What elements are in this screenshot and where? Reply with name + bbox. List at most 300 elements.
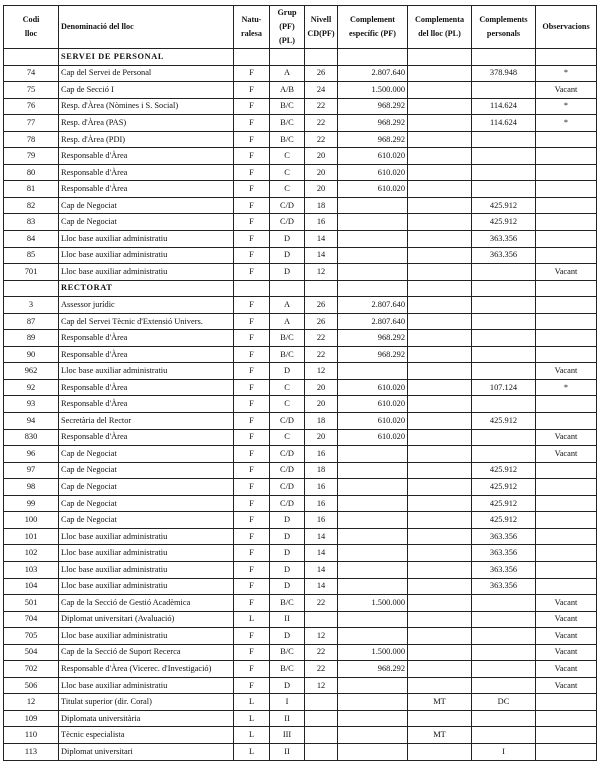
cell-complements-personals: 425.912 — [472, 479, 536, 496]
table-row — [4, 115, 597, 132]
cell-complement-especific — [338, 694, 408, 711]
cell-grup: C — [270, 379, 305, 396]
table-row — [4, 413, 597, 430]
table-header — [4, 6, 597, 49]
cell-complement-especific — [338, 479, 408, 496]
cell-denominacio: Cap de Negociat — [59, 495, 234, 512]
cell-grup: B/C — [270, 115, 305, 132]
cell-denominacio: Responsable d'Àrea (Vicerec. d'Investigació) — [59, 661, 234, 678]
cell-denominacio: Lloc base auxiliar administratiu — [59, 545, 234, 562]
section-empty-cell — [536, 280, 597, 297]
cell-nivell: 14 — [305, 231, 338, 248]
cell-complement-lloc — [408, 661, 472, 678]
cell-complements-personals — [472, 595, 536, 612]
cell-naturalesa: F — [234, 231, 270, 248]
cell-observacions — [536, 727, 597, 744]
cell-grup: C/D — [270, 479, 305, 496]
cell-denominacio: Lloc base auxiliar administratiu — [59, 677, 234, 694]
cell-observacions: Vacant — [536, 677, 597, 694]
cell-naturalesa: F — [234, 512, 270, 529]
cell-observacions: * — [536, 65, 597, 82]
cell-complements-personals — [472, 181, 536, 198]
cell-codi: 90 — [4, 346, 59, 363]
cell-observacions: Vacant — [536, 644, 597, 661]
cell-codi: 702 — [4, 661, 59, 678]
header-cl-line1: Complementa — [414, 15, 465, 24]
cell-naturalesa: F — [234, 379, 270, 396]
cell-denominacio: Lloc base auxiliar administratiu — [59, 628, 234, 645]
cell-complement-especific: 2.807.640 — [338, 313, 408, 330]
cell-observacions — [536, 197, 597, 214]
cell-observacions — [536, 131, 597, 148]
cell-denominacio: Cap de la Secció de Gestió Acadèmica — [59, 595, 234, 612]
header-ce-line1: Complement — [349, 15, 396, 24]
cell-naturalesa: F — [234, 396, 270, 413]
header-grup — [270, 6, 305, 49]
cell-complement-especific — [338, 545, 408, 562]
cell-codi: 100 — [4, 512, 59, 529]
cell-codi: 506 — [4, 677, 59, 694]
cell-grup: A — [270, 297, 305, 314]
cell-complement-especific — [338, 462, 408, 479]
cell-denominacio: Cap de Negociat — [59, 479, 234, 496]
cell-grup: II — [270, 611, 305, 628]
cell-complement-lloc — [408, 710, 472, 727]
cell-denominacio: Resp. d'Àrea (PDI) — [59, 131, 234, 148]
cell-complement-especific: 968.292 — [338, 330, 408, 347]
cell-complement-lloc: MT — [408, 727, 472, 744]
cell-grup: D — [270, 264, 305, 281]
cell-observacions — [536, 710, 597, 727]
cell-naturalesa: F — [234, 197, 270, 214]
cell-naturalesa: F — [234, 214, 270, 231]
cell-naturalesa: F — [234, 297, 270, 314]
cell-observacions — [536, 561, 597, 578]
cell-complements-personals: 363.356 — [472, 545, 536, 562]
cell-codi: 110 — [4, 727, 59, 744]
cell-complement-lloc — [408, 82, 472, 99]
cell-nivell: 16 — [305, 495, 338, 512]
cell-codi: 109 — [4, 710, 59, 727]
cell-grup: B/C — [270, 131, 305, 148]
cell-grup: B/C — [270, 661, 305, 678]
cell-codi: 87 — [4, 313, 59, 330]
table-row — [4, 677, 597, 694]
cell-complement-lloc — [408, 413, 472, 430]
cell-complement-lloc: MT — [408, 694, 472, 711]
cell-observacions — [536, 313, 597, 330]
cell-observacions — [536, 330, 597, 347]
cell-nivell: 18 — [305, 462, 338, 479]
cell-grup: C — [270, 396, 305, 413]
cell-grup: C — [270, 181, 305, 198]
cell-naturalesa: F — [234, 264, 270, 281]
cell-complements-personals — [472, 677, 536, 694]
cell-complements-personals: 363.356 — [472, 247, 536, 264]
cell-naturalesa: F — [234, 363, 270, 380]
cell-nivell: 22 — [305, 595, 338, 612]
cell-nivell: 14 — [305, 561, 338, 578]
table-row — [4, 743, 597, 760]
cell-denominacio: Lloc base auxiliar administratiu — [59, 528, 234, 545]
cell-complements-personals — [472, 710, 536, 727]
cell-codi: 81 — [4, 181, 59, 198]
cell-nivell: 26 — [305, 297, 338, 314]
table-row — [4, 578, 597, 595]
cell-codi: 501 — [4, 595, 59, 612]
cell-nivell: 16 — [305, 479, 338, 496]
cell-complement-especific — [338, 247, 408, 264]
cell-denominacio: Lloc base auxiliar administratiu — [59, 264, 234, 281]
cell-complement-especific — [338, 611, 408, 628]
cell-nivell — [305, 611, 338, 628]
table-row — [4, 694, 597, 711]
section-empty-cell — [338, 49, 408, 66]
cell-complement-lloc — [408, 462, 472, 479]
header-cl-line2: del lloc (PL) — [418, 29, 461, 38]
cell-complements-personals — [472, 346, 536, 363]
table-row — [4, 661, 597, 678]
cell-complement-lloc — [408, 495, 472, 512]
cell-complements-personals: 425.912 — [472, 413, 536, 430]
cell-denominacio: Lloc base auxiliar administratiu — [59, 231, 234, 248]
cell-complement-especific — [338, 197, 408, 214]
cell-complement-lloc — [408, 512, 472, 529]
cell-naturalesa: F — [234, 479, 270, 496]
cell-naturalesa: L — [234, 694, 270, 711]
cell-complements-personals — [472, 396, 536, 413]
cell-grup: A — [270, 313, 305, 330]
header-complement-lloc — [408, 6, 472, 49]
section-header-row — [4, 280, 597, 297]
cell-observacions — [536, 743, 597, 760]
cell-complement-lloc — [408, 346, 472, 363]
table-row — [4, 231, 597, 248]
cell-grup: A — [270, 65, 305, 82]
cell-complements-personals — [472, 297, 536, 314]
cell-codi: 705 — [4, 628, 59, 645]
cell-complement-lloc — [408, 164, 472, 181]
cell-complements-personals: 114.624 — [472, 115, 536, 132]
cell-nivell — [305, 727, 338, 744]
cell-codi: 78 — [4, 131, 59, 148]
cell-complements-personals — [472, 131, 536, 148]
cell-codi: 80 — [4, 164, 59, 181]
cell-complement-lloc — [408, 330, 472, 347]
cell-complements-personals: 363.356 — [472, 231, 536, 248]
cell-naturalesa: F — [234, 462, 270, 479]
section-title: RECTORAT — [59, 280, 234, 297]
table-row — [4, 264, 597, 281]
section-title: SERVEI DE PERSONAL — [59, 49, 234, 66]
cell-complements-personals: 107.124 — [472, 379, 536, 396]
section-empty-cell — [408, 280, 472, 297]
cell-complement-especific: 610.020 — [338, 164, 408, 181]
cell-complement-lloc — [408, 545, 472, 562]
cell-naturalesa: L — [234, 611, 270, 628]
cell-complement-lloc — [408, 297, 472, 314]
cell-denominacio: Cap de Negociat — [59, 214, 234, 231]
table-row — [4, 611, 597, 628]
cell-grup: C/D — [270, 197, 305, 214]
cell-complement-lloc — [408, 131, 472, 148]
cell-denominacio: Cap de Negociat — [59, 446, 234, 463]
cell-grup: B/C — [270, 595, 305, 612]
cell-complement-especific: 610.020 — [338, 379, 408, 396]
cell-grup: C/D — [270, 495, 305, 512]
cell-naturalesa: F — [234, 561, 270, 578]
cell-nivell: 26 — [305, 65, 338, 82]
cell-naturalesa: F — [234, 164, 270, 181]
table-row — [4, 429, 597, 446]
cell-grup: D — [270, 512, 305, 529]
cell-nivell — [305, 694, 338, 711]
header-complement-especific — [338, 6, 408, 49]
table-row — [4, 346, 597, 363]
header-nivell-line1: Nivell — [310, 15, 332, 24]
cell-complement-especific — [338, 743, 408, 760]
cell-codi: 79 — [4, 148, 59, 165]
cell-codi: 94 — [4, 413, 59, 430]
cell-naturalesa: F — [234, 545, 270, 562]
cell-complement-lloc — [408, 595, 472, 612]
header-cp-line2: personals — [486, 29, 521, 38]
cell-complements-personals — [472, 611, 536, 628]
cell-codi: 77 — [4, 115, 59, 132]
cell-codi: 99 — [4, 495, 59, 512]
cell-nivell — [305, 710, 338, 727]
cell-codi: 104 — [4, 578, 59, 595]
cell-naturalesa: F — [234, 330, 270, 347]
cell-observacions — [536, 694, 597, 711]
cell-denominacio: Cap de Negociat — [59, 512, 234, 529]
table-row — [4, 131, 597, 148]
table-row — [4, 82, 597, 99]
cell-complement-especific: 968.292 — [338, 131, 408, 148]
cell-complement-especific — [338, 264, 408, 281]
cell-naturalesa: F — [234, 429, 270, 446]
cell-grup: D — [270, 231, 305, 248]
cell-complement-especific: 968.292 — [338, 115, 408, 132]
cell-nivell: 14 — [305, 578, 338, 595]
cell-nivell: 12 — [305, 628, 338, 645]
cell-grup: C — [270, 429, 305, 446]
cell-codi: 103 — [4, 561, 59, 578]
cell-codi: 12 — [4, 694, 59, 711]
cell-grup: D — [270, 363, 305, 380]
cell-naturalesa: F — [234, 98, 270, 115]
cell-naturalesa: L — [234, 743, 270, 760]
cell-nivell: 12 — [305, 677, 338, 694]
cell-observacions: Vacant — [536, 611, 597, 628]
table-row — [4, 495, 597, 512]
cell-codi: 962 — [4, 363, 59, 380]
cell-observacions — [536, 297, 597, 314]
cell-complements-personals: 425.912 — [472, 197, 536, 214]
cell-codi: 3 — [4, 297, 59, 314]
cell-denominacio: Assessor jurídic — [59, 297, 234, 314]
cell-complements-personals — [472, 727, 536, 744]
cell-nivell: 20 — [305, 379, 338, 396]
cell-naturalesa: L — [234, 727, 270, 744]
table-row — [4, 297, 597, 314]
cell-codi: 97 — [4, 462, 59, 479]
cell-codi: 89 — [4, 330, 59, 347]
header-ce-line2: específic (PF) — [348, 29, 397, 38]
cell-complement-especific — [338, 727, 408, 744]
table-row — [4, 595, 597, 612]
cell-observacions — [536, 214, 597, 231]
cell-complements-personals: 114.624 — [472, 98, 536, 115]
cell-naturalesa: F — [234, 65, 270, 82]
cell-grup: I — [270, 694, 305, 711]
cell-naturalesa: F — [234, 628, 270, 645]
section-empty-cell — [536, 49, 597, 66]
cell-complement-lloc — [408, 313, 472, 330]
cell-complement-especific — [338, 561, 408, 578]
cell-complement-lloc — [408, 115, 472, 132]
cell-nivell: 22 — [305, 346, 338, 363]
cell-complements-personals — [472, 330, 536, 347]
header-nivell-line2: CD(PF) — [307, 29, 335, 38]
cell-complement-especific — [338, 677, 408, 694]
section-empty-cell — [472, 49, 536, 66]
cell-nivell: 16 — [305, 214, 338, 231]
cell-denominacio: Responsable d'Àrea — [59, 429, 234, 446]
cell-complement-lloc — [408, 561, 472, 578]
table-row — [4, 181, 597, 198]
cell-grup: D — [270, 677, 305, 694]
cell-complement-especific — [338, 363, 408, 380]
table-row — [4, 561, 597, 578]
cell-complement-especific: 610.020 — [338, 396, 408, 413]
cell-grup: B/C — [270, 330, 305, 347]
cell-grup: C — [270, 164, 305, 181]
cell-complements-personals: 425.912 — [472, 495, 536, 512]
cell-complement-lloc — [408, 644, 472, 661]
section-codi-empty — [4, 49, 59, 66]
cell-complement-lloc — [408, 65, 472, 82]
cell-complement-especific — [338, 231, 408, 248]
cell-complement-lloc — [408, 197, 472, 214]
cell-complement-lloc — [408, 214, 472, 231]
cell-complements-personals — [472, 363, 536, 380]
cell-naturalesa: F — [234, 446, 270, 463]
cell-complement-lloc — [408, 429, 472, 446]
cell-complement-especific: 610.020 — [338, 181, 408, 198]
cell-complement-lloc — [408, 247, 472, 264]
cell-nivell: 12 — [305, 264, 338, 281]
cell-complement-lloc — [408, 611, 472, 628]
cell-complements-personals: 363.356 — [472, 561, 536, 578]
cell-denominacio: Responsable d'Àrea — [59, 379, 234, 396]
cell-complement-especific — [338, 578, 408, 595]
table-row — [4, 148, 597, 165]
cell-naturalesa: F — [234, 595, 270, 612]
table-body — [4, 49, 597, 761]
cell-complements-personals: 425.912 — [472, 214, 536, 231]
cell-grup: II — [270, 743, 305, 760]
cell-nivell: 12 — [305, 363, 338, 380]
cell-denominacio: Cap del Servei Tècnic d'Extensió Univers. — [59, 313, 234, 330]
section-empty-cell — [270, 49, 305, 66]
cell-nivell: 24 — [305, 82, 338, 99]
cell-complement-lloc — [408, 578, 472, 595]
cell-observacions — [536, 148, 597, 165]
table-row — [4, 479, 597, 496]
cell-complement-especific: 1.500.000 — [338, 644, 408, 661]
cell-naturalesa: F — [234, 578, 270, 595]
cell-grup: A/B — [270, 82, 305, 99]
cell-nivell: 20 — [305, 429, 338, 446]
cell-nivell: 22 — [305, 98, 338, 115]
cell-complements-personals: 425.912 — [472, 462, 536, 479]
cell-grup: D — [270, 561, 305, 578]
table-row — [4, 379, 597, 396]
cell-complement-lloc — [408, 181, 472, 198]
cell-denominacio: Lloc base auxiliar administratiu — [59, 561, 234, 578]
cell-denominacio: Lloc base auxiliar administratiu — [59, 247, 234, 264]
cell-observacions: * — [536, 115, 597, 132]
section-empty-cell — [270, 280, 305, 297]
cell-nivell: 22 — [305, 644, 338, 661]
cell-observacions — [536, 346, 597, 363]
section-empty-cell — [234, 280, 270, 297]
cell-complement-lloc — [408, 677, 472, 694]
cell-naturalesa: F — [234, 677, 270, 694]
cell-complement-especific: 968.292 — [338, 98, 408, 115]
header-naturalesa — [234, 6, 270, 49]
header-grup-line1: Grup — [277, 8, 297, 17]
cell-grup: B/C — [270, 644, 305, 661]
cell-naturalesa: F — [234, 148, 270, 165]
table-row — [4, 363, 597, 380]
cell-grup: B/C — [270, 346, 305, 363]
cell-complements-personals — [472, 661, 536, 678]
cell-nivell: 26 — [305, 313, 338, 330]
cell-denominacio: Cap de Negociat — [59, 197, 234, 214]
cell-grup: II — [270, 710, 305, 727]
cell-denominacio: Responsable d'Àrea — [59, 346, 234, 363]
cell-nivell: 22 — [305, 330, 338, 347]
cell-nivell: 22 — [305, 115, 338, 132]
cell-nivell — [305, 743, 338, 760]
cell-denominacio: Secretària del Rector — [59, 413, 234, 430]
cell-observacions: * — [536, 98, 597, 115]
cell-codi: 75 — [4, 82, 59, 99]
cell-codi: 96 — [4, 446, 59, 463]
section-header-row — [4, 49, 597, 66]
section-codi-empty — [4, 280, 59, 297]
cell-grup: C — [270, 148, 305, 165]
table-row — [4, 512, 597, 529]
header-denominacio: Denominació del lloc — [59, 6, 234, 49]
cell-complements-personals — [472, 264, 536, 281]
cell-complement-lloc — [408, 379, 472, 396]
cell-complements-personals — [472, 313, 536, 330]
cell-denominacio: Diplomat universitari — [59, 743, 234, 760]
cell-denominacio: Cap de la Secció de Suport Recerca — [59, 644, 234, 661]
cell-observacions — [536, 512, 597, 529]
cell-complements-personals — [472, 446, 536, 463]
cell-denominacio: Tècnic especialista — [59, 727, 234, 744]
cell-nivell: 14 — [305, 247, 338, 264]
cell-nivell: 18 — [305, 197, 338, 214]
cell-observacions — [536, 181, 597, 198]
cell-denominacio: Responsable d'Àrea — [59, 181, 234, 198]
table-row — [4, 710, 597, 727]
cell-codi: 102 — [4, 545, 59, 562]
